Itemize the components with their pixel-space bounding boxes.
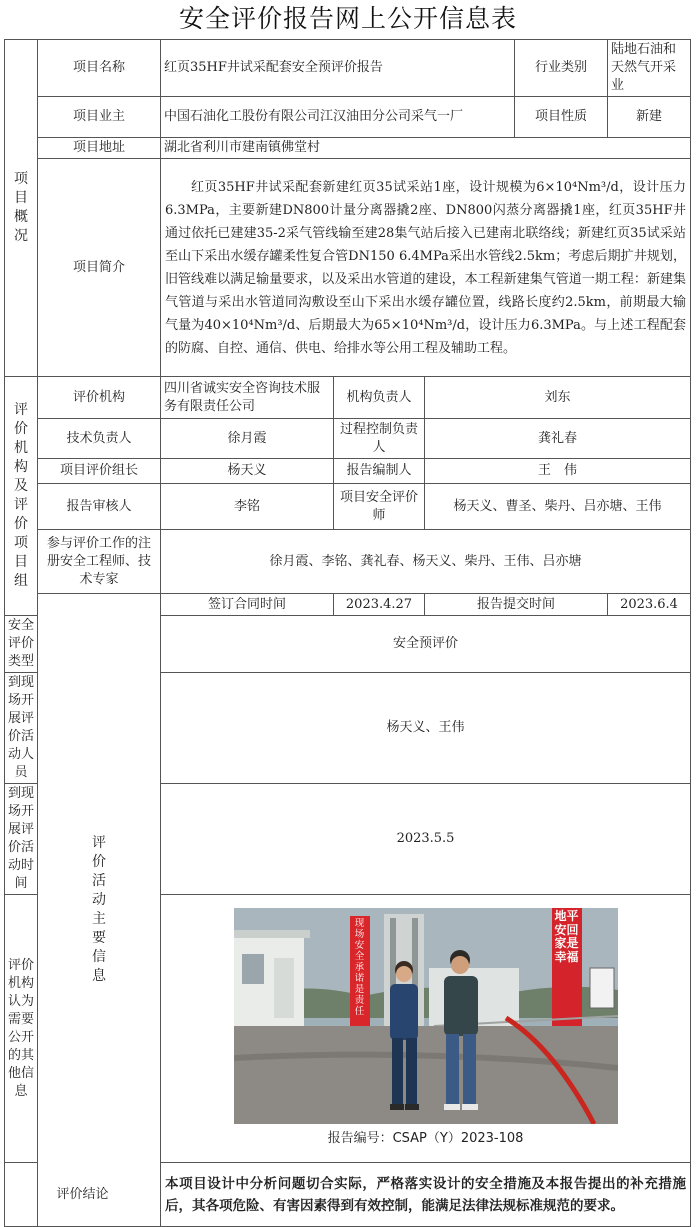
section-activity: 评价活动主要信息 [38, 594, 161, 1227]
agency-org-value: 四川省诚实安全咨询技术服务有限责任公司 [161, 377, 334, 419]
safety-assessors-label: 项目安全评价师 [334, 484, 425, 530]
conclusion-value: 本项目设计中分析问题切合实际，严格落实设计的安全措施及本报告提出的补充措施后，其各项危险、有害因素得到有效控制，能满足法律法规标准规范的要求。 [161, 1163, 691, 1227]
contract-date-value: 2023.4.27 [334, 594, 425, 616]
project-address-label: 项目地址 [38, 138, 161, 159]
safety-assessors-value: 杨天义、曹圣、柴丹、吕亦塘、王伟 [425, 484, 691, 530]
project-name-label: 项目名称 [38, 40, 161, 97]
info-table [4, 39, 691, 1227]
site-people-label: 到现场开展评价活动人员 [5, 673, 38, 784]
section-agency: 评价机构及评价项目组 [5, 377, 38, 616]
tech-lead-value: 徐月霞 [161, 419, 334, 459]
other-info-cell [161, 895, 691, 1163]
report-reviewer-value: 李铭 [161, 484, 334, 530]
site-people-value: 杨天义、王伟 [161, 673, 691, 784]
banner-right-text: 地平安回家是幸福 [554, 909, 579, 964]
site-time-value: 2023.5.5 [161, 784, 691, 895]
project-intro-label: 项目简介 [38, 159, 161, 377]
agency-head-label: 机构负责人 [334, 377, 425, 419]
report-writer-label: 报告编制人 [334, 459, 425, 484]
section-project-overview: 项目概况 [5, 40, 38, 377]
submit-date-label: 报告提交时间 [425, 594, 608, 616]
agency-head-value: 刘东 [425, 377, 691, 419]
project-owner-value: 中国石油化工股份有限公司江汉油田分公司采气一厂 [161, 97, 515, 138]
process-lead-value: 龚礼春 [425, 419, 691, 459]
process-lead-label: 过程控制负责人 [334, 419, 425, 459]
project-nature-value: 新建 [608, 97, 691, 138]
team-leader-label: 项目评价组长 [38, 459, 161, 484]
other-info-label: 评价机构认为需要公开的其他信息 [5, 895, 38, 1163]
project-address-value: 湖北省利川市建南镇佛堂村 [161, 138, 691, 159]
industry-value: 陆地石油和天然气开采业 [608, 40, 691, 97]
contract-date-label: 签订合同时间 [161, 594, 334, 616]
banner-left-text: 现场安全承诺是责任 [354, 918, 365, 1017]
report-writer-value: 王 伟 [425, 459, 691, 484]
assessment-type-value: 安全预评价 [161, 616, 691, 673]
site-photo [234, 908, 618, 1124]
participants-label: 参与评价工作的注册安全工程师、技术专家 [38, 530, 161, 594]
industry-label: 行业类别 [515, 40, 608, 97]
assessment-type-label: 安全评价类型 [5, 616, 38, 673]
project-intro-value: 红页35HF井试采配套新建红页35试采站1座，设计规模为6×10⁴Nm³/d，设计压力6.3MPa，主要新建DN800计量分离器撬2座、DN800闪蒸分离器撬1座，红页35HF井通过依托已建建35-2采气管线输至建28集气站后接入已建南北联络线；新建红页35试采站至山下采出水缓存罐柔性复合管DN150 6.4MPa采出水管线2.5km；考虑后期扩井规划，旧管线难以满足输量要求，以及采出水管道的建设，本工程新建集气管道一期工程：新建集气管道与采出水管道同沟敷设至山下采出水缓存罐位置，线路长度约2.5km，前期最大输气量为40×10⁴Nm³/d、后期最大为65×10⁴Nm³/d，设计压力6.3MPa。与上述工程配套的防腐、自控、通信、供电、给排水等公用工程及辅助工程。 [161, 159, 691, 377]
project-nature-label: 项目性质 [515, 97, 608, 138]
submit-date-value: 2023.6.4 [608, 594, 691, 616]
conclusion-label: 评价结论 [5, 1163, 161, 1227]
project-owner-label: 项目业主 [38, 97, 161, 138]
project-name-value: 红页35HF井试采配套安全预评价报告 [161, 40, 515, 97]
team-leader-value: 杨天义 [161, 459, 334, 484]
report-reviewer-label: 报告审核人 [38, 484, 161, 530]
page-title: 安全评价报告网上公开信息表 [178, 4, 517, 33]
tech-lead-label: 技术负责人 [38, 419, 161, 459]
report-number: 报告编号：CSAP（Y）2023-108 [327, 1131, 524, 1146]
agency-org-label: 评价机构 [38, 377, 161, 419]
participants-value: 徐月霞、李铭、龚礼春、杨天义、柴丹、王伟、吕亦塘 [161, 530, 691, 594]
site-time-label: 到现场开展评价活动时间 [5, 784, 38, 895]
